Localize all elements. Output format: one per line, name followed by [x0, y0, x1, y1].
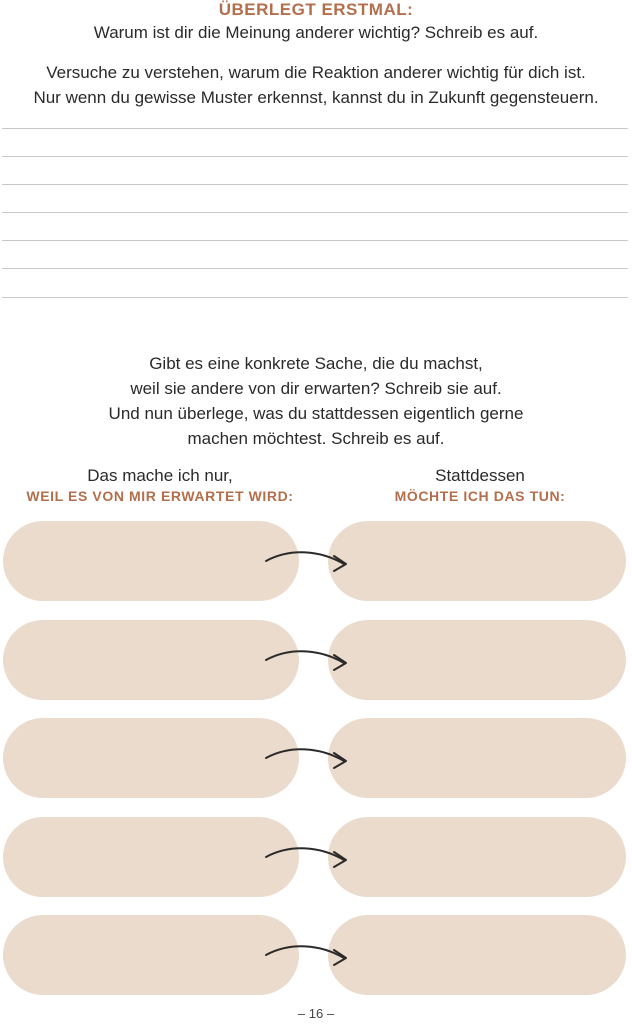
left-column-heading	[0, 466, 320, 506]
right-column-lead: Stattdessen	[435, 466, 525, 485]
expected-entry-field[interactable]	[3, 718, 299, 798]
prompt-line-4: machen möchtest. Schreib es auf.	[187, 429, 445, 448]
right-column-heading	[330, 466, 630, 506]
desired-entry-field[interactable]	[328, 620, 626, 700]
prompt-line-2: weil sie andere von dir erwarten? Schreib sie auf.	[130, 379, 502, 398]
desired-entry-field[interactable]	[328, 817, 626, 897]
expected-entry-field[interactable]	[3, 915, 299, 995]
writing-line[interactable]	[2, 297, 628, 298]
writing-line[interactable]	[2, 184, 628, 185]
instruction-line-1: Versuche zu verstehen, warum die Reaktion anderer wichtig für dich ist.	[46, 63, 586, 82]
writing-line[interactable]	[2, 268, 628, 269]
right-arrow-icon	[262, 842, 352, 872]
expected-entry-field[interactable]	[3, 620, 299, 700]
left-column-lead: Das mache ich nur,	[87, 466, 233, 485]
desired-entry-field[interactable]	[328, 915, 626, 995]
desired-entry-field[interactable]	[328, 521, 626, 601]
desired-entry-field[interactable]	[328, 718, 626, 798]
question-text: Warum ist dir die Meinung anderer wichtig? Schreib es auf.	[93, 23, 539, 42]
prompt-line-3: Und nun überlege, was du stattdessen eigentlich gerne	[108, 404, 524, 423]
expected-entry-field[interactable]	[3, 817, 299, 897]
expected-entry-field[interactable]	[3, 521, 299, 601]
right-column-accent: MÖCHTE ICH DAS TUN:	[394, 488, 566, 504]
prompt-line-1: Gibt es eine konkrete Sache, die du machst,	[149, 354, 483, 373]
instruction-line-2: Nur wenn du gewisse Muster erkennst, kannst du in Zukunft gegensteuern.	[33, 88, 599, 107]
writing-line[interactable]	[2, 212, 628, 213]
right-arrow-icon	[262, 743, 352, 773]
writing-line[interactable]	[2, 156, 628, 157]
section-heading: ÜBERLEGT ERSTMAL:	[218, 0, 414, 19]
writing-line[interactable]	[2, 128, 628, 129]
right-arrow-icon	[262, 546, 352, 576]
left-column-accent: WEIL ES VON MIR ERWARTET WIRD:	[26, 488, 294, 504]
writing-line[interactable]	[2, 240, 628, 241]
right-arrow-icon	[262, 645, 352, 675]
page-number: – 16 –	[297, 1006, 335, 1021]
right-arrow-icon	[262, 940, 352, 970]
